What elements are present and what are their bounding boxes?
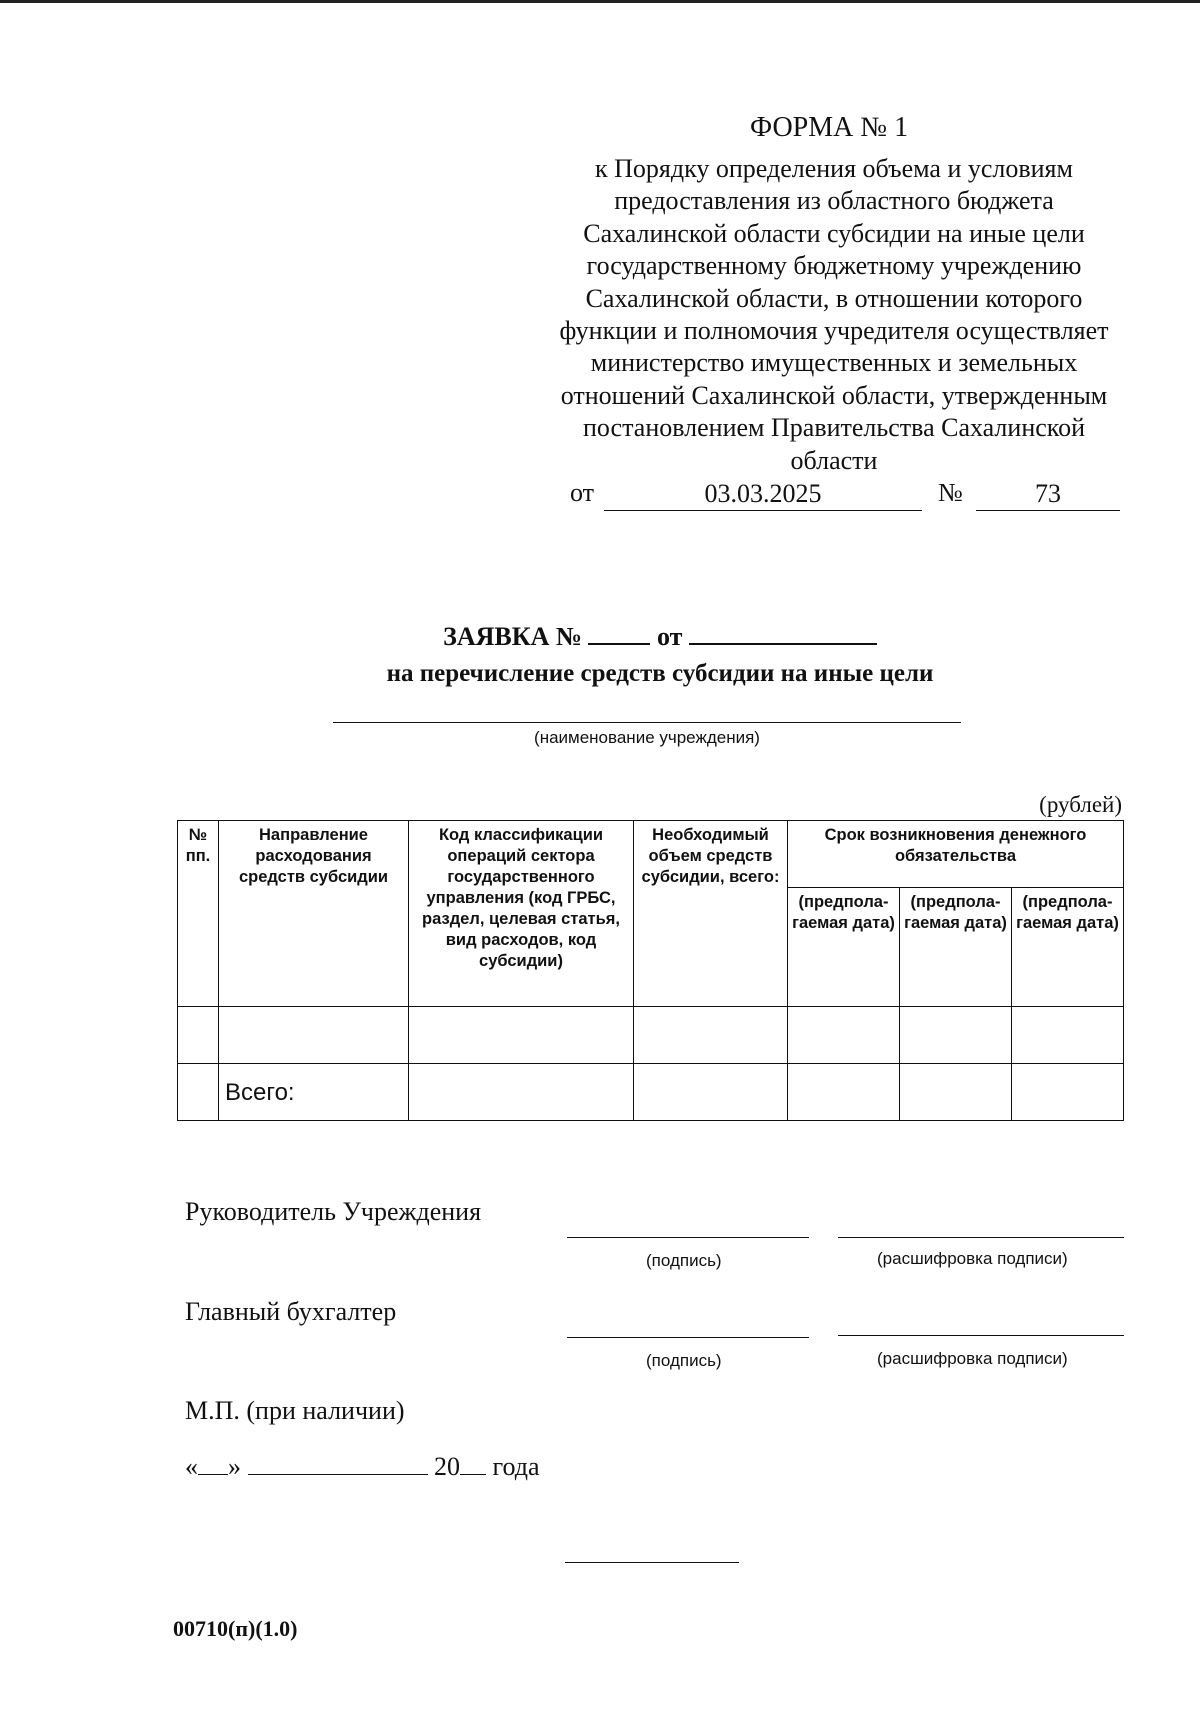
header-code: Код классификации операций сектора государственного управления (код ГРБС, раздел, целевая статья, вид расходов, код субсидии) xyxy=(409,821,634,1007)
header-direction: Направление расходования средств субсидии xyxy=(219,821,409,1007)
institution-name-line[interactable] xyxy=(333,722,961,723)
cell-date-3[interactable] xyxy=(1012,1007,1124,1064)
year-prefix: 20 xyxy=(434,1452,460,1481)
document-title xyxy=(260,619,1060,652)
head-signature-caption: (подпись) xyxy=(646,1251,722,1270)
year-suffix: года xyxy=(492,1452,540,1481)
date-close-quote: » xyxy=(228,1452,241,1481)
table-total-row xyxy=(178,1064,1124,1121)
decree-number: 73 xyxy=(976,478,1120,511)
form-title: ФОРМА № 1 xyxy=(750,112,909,143)
title-request-label: ЗАЯВКА № xyxy=(443,622,582,651)
header-date-3: (предпола-гаемая дата) xyxy=(1012,888,1124,1007)
total-label: Всего: xyxy=(219,1064,409,1121)
cell-amount[interactable] xyxy=(634,1007,788,1064)
total-cell-date-1[interactable] xyxy=(788,1064,900,1121)
total-cell-date-3[interactable] xyxy=(1012,1064,1124,1121)
date-prefix: от xyxy=(570,478,595,507)
cell-date-2[interactable] xyxy=(900,1007,1012,1064)
year-blank[interactable] xyxy=(460,1452,486,1475)
header-term: Срок возникновения денежного обязательства xyxy=(788,821,1124,888)
scan-top-edge xyxy=(0,0,1200,3)
institution-name-caption: (наименование учреждения) xyxy=(534,728,760,747)
month-blank[interactable] xyxy=(248,1452,428,1475)
decree-date-number-line xyxy=(570,478,1120,514)
cell-code[interactable] xyxy=(409,1007,634,1064)
total-cell-amount[interactable] xyxy=(634,1064,788,1121)
head-signature-line[interactable] xyxy=(567,1237,809,1238)
title-from-label: от xyxy=(656,622,683,651)
head-label: Руководитель Учреждения xyxy=(185,1197,482,1226)
sign-date-line xyxy=(185,1452,540,1482)
closing-line xyxy=(565,1562,739,1563)
stamp-label: М.П. (при наличии) xyxy=(185,1396,405,1425)
total-cell-code[interactable] xyxy=(409,1064,634,1121)
header-date-2: (предпола-гаемая дата) xyxy=(900,888,1012,1007)
cell-date-1[interactable] xyxy=(788,1007,900,1064)
cell-num[interactable] xyxy=(178,1007,219,1064)
subsidy-request-table xyxy=(177,820,1124,1121)
header-amount: Необходимый объем средств субсидии, всего: xyxy=(634,821,788,1007)
form-code: 00710(п)(1.0) xyxy=(173,1616,298,1641)
accountant-decode-caption: (расшифровка подписи) xyxy=(877,1349,1068,1368)
document-subtitle: на перечисление средств субсидии на иные цели xyxy=(386,660,934,687)
header-date-1: (предпола-гаемая дата) xyxy=(788,888,900,1007)
cell-direction[interactable] xyxy=(219,1007,409,1064)
header-num: № пп. xyxy=(178,821,219,1007)
accountant-decode-line[interactable] xyxy=(838,1335,1124,1336)
accountant-signature-line[interactable] xyxy=(567,1337,809,1338)
currency-unit: (рублей) xyxy=(1039,792,1122,817)
day-blank[interactable] xyxy=(198,1452,228,1475)
date-open-quote: « xyxy=(185,1452,198,1481)
total-cell-date-2[interactable] xyxy=(900,1064,1012,1121)
accountant-signature-caption: (подпись) xyxy=(646,1351,722,1370)
approval-text: к Порядку определения объема и условиям предоставления из областного бюджета Сахалинской области субсидии на иные цели государственному бюджетному учреждению Сахалинской области, в отношении которого функции и полномочия учредителя осуществляет министерство имущественных и земельных отношений Сахалинской области, утвержденным постановлением Правительства Сахалинской области xyxy=(559,154,1109,475)
decree-date: 03.03.2025 xyxy=(604,478,922,511)
request-number-blank[interactable] xyxy=(588,619,650,645)
total-cell-num xyxy=(178,1064,219,1121)
head-decode-line[interactable] xyxy=(838,1237,1124,1238)
accountant-label: Главный бухгалтер xyxy=(185,1297,397,1326)
number-prefix: № xyxy=(938,478,963,507)
request-date-blank[interactable] xyxy=(689,619,877,645)
head-decode-caption: (расшифровка подписи) xyxy=(877,1249,1068,1268)
table-row xyxy=(178,1007,1124,1064)
